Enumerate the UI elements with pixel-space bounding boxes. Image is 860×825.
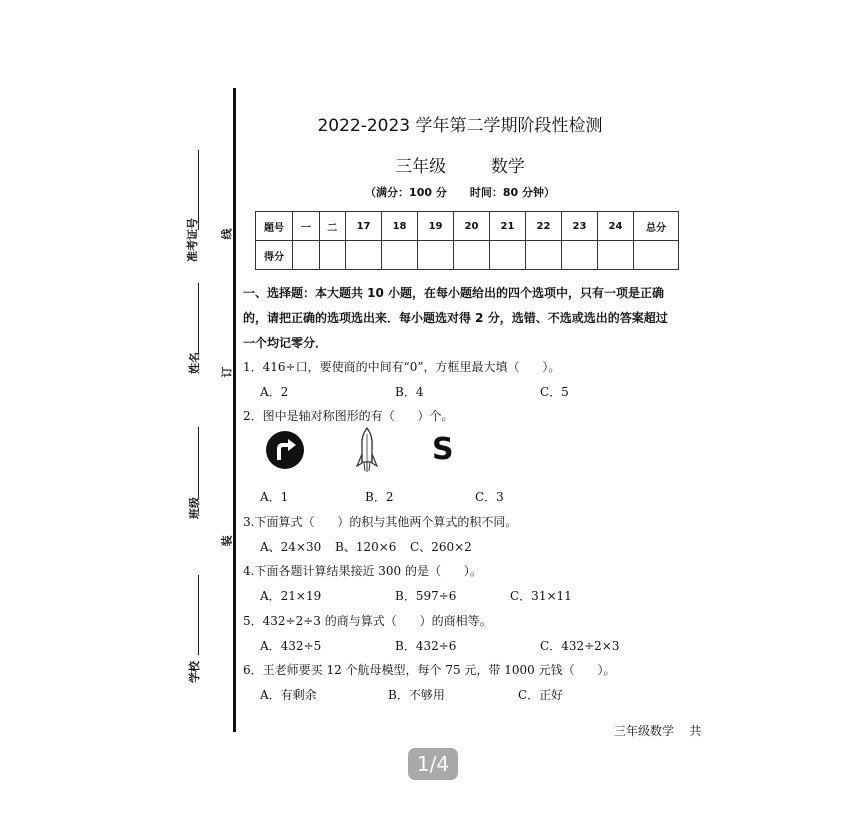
score-input-cell	[382, 241, 418, 270]
table-cell: 19	[418, 212, 454, 241]
score-input-cell	[634, 241, 679, 270]
q6-option-a: A．有剩余	[260, 688, 317, 702]
school-label: 学校	[188, 661, 201, 683]
exam-id-label: 准考证号	[186, 218, 199, 262]
name-underline-4	[198, 575, 199, 655]
score-input-cell	[319, 241, 346, 270]
table-cell: 21	[490, 212, 526, 241]
score-table-score-row	[256, 241, 679, 270]
q1-option-a: A．2	[260, 385, 289, 399]
q4-option-c: C．31×11	[510, 589, 572, 603]
turn-right-sign-icon	[265, 430, 305, 470]
q5-option-b: B．432÷6	[395, 639, 457, 653]
score-input-cell	[525, 241, 561, 270]
q3-option-a: A、24×30	[260, 540, 322, 554]
score-table	[255, 211, 679, 270]
section1-line1: 一、选择题：本大题共 10 小题，在每小题给出的四个选项中，只有一项是正确	[243, 286, 665, 300]
q6-option-c: C．正好	[518, 688, 564, 702]
q2-option-b: B．2	[365, 490, 394, 504]
section1-line2: 的，请把正确的选项选出来．每小题选对得 2 分，选错、不选或选出的答案超过	[243, 311, 668, 325]
name-label: 姓名	[188, 352, 201, 374]
score-input-cell	[454, 241, 490, 270]
table-cell: 总分	[634, 212, 679, 241]
q4-option-a: A．21×19	[260, 589, 322, 603]
score-input-cell	[293, 241, 320, 270]
table-cell: 一	[293, 212, 320, 241]
grade-subject	[250, 152, 670, 177]
q1-option-b: B．4	[395, 385, 424, 399]
grade-label: 三年级	[395, 157, 447, 177]
page-indicator: 1/4	[408, 748, 458, 780]
question-5-stem: 5．432÷2÷3 的商与算式（ ）的商相等。	[243, 614, 492, 628]
q5-option-a: A．432÷5	[260, 639, 322, 653]
score-table-header-row	[256, 212, 679, 241]
page-footer: 三年级数学 共	[614, 724, 702, 738]
exam-info: （满分：100 分 时间：80 分钟）	[365, 186, 555, 199]
table-cell: 二	[319, 212, 346, 241]
q2-option-c: C．3	[475, 490, 504, 504]
bind-char-line: 线	[220, 228, 234, 240]
table-cell: 24	[597, 212, 633, 241]
q4-option-b: B．597÷6	[395, 589, 457, 603]
score-input-cell	[490, 241, 526, 270]
table-cell: 18	[382, 212, 418, 241]
exam-title: 2022-2023 学年第二学期阶段性检测	[317, 116, 603, 136]
bind-char-ding: 订	[220, 366, 234, 378]
score-input-cell	[418, 241, 454, 270]
question-3-stem: 3.下面算式（ ）的积与其他两个算式的积不同。	[243, 515, 518, 529]
table-cell: 17	[346, 212, 382, 241]
table-cell: 22	[525, 212, 561, 241]
q5-option-c: C．432÷2×3	[540, 639, 620, 653]
letter-s-figure: S	[432, 432, 454, 467]
class-label: 班级	[188, 497, 201, 519]
question-2-stem: 2．图中是轴对称图形的有（ ）个。	[243, 409, 454, 423]
q3-option-b: B、120×6	[335, 540, 397, 554]
q2-option-a: A．1	[260, 490, 289, 504]
rocket-icon	[356, 426, 378, 474]
table-cell: 得分	[256, 241, 293, 270]
q3-option-c: C、260×2	[410, 540, 472, 554]
binding-line	[233, 88, 236, 732]
question-6-stem: 6．王老师要买 12 个航母模型，每个 75 元，带 1000 元钱（ ）。	[243, 663, 616, 677]
name-underline-2	[198, 283, 199, 353]
question-4-stem: 4.下面各题计算结果接近 300 的是（ ）。	[243, 564, 482, 578]
name-underline-3	[198, 427, 199, 497]
section1-line3: 一个均记零分．	[243, 336, 328, 350]
question-1-stem: 1．416÷口，要使商的中间有“0”，方框里最大填（ ）。	[243, 360, 561, 374]
table-cell: 23	[561, 212, 597, 241]
bind-char-zhuang: 装	[220, 535, 234, 547]
table-cell: 20	[454, 212, 490, 241]
q1-option-c: C．5	[540, 385, 569, 399]
score-input-cell	[346, 241, 382, 270]
subject-label: 数学	[490, 157, 525, 177]
q6-option-b: B．不够用	[388, 688, 445, 702]
score-input-cell	[597, 241, 633, 270]
score-input-cell	[561, 241, 597, 270]
table-cell: 题号	[256, 212, 293, 241]
